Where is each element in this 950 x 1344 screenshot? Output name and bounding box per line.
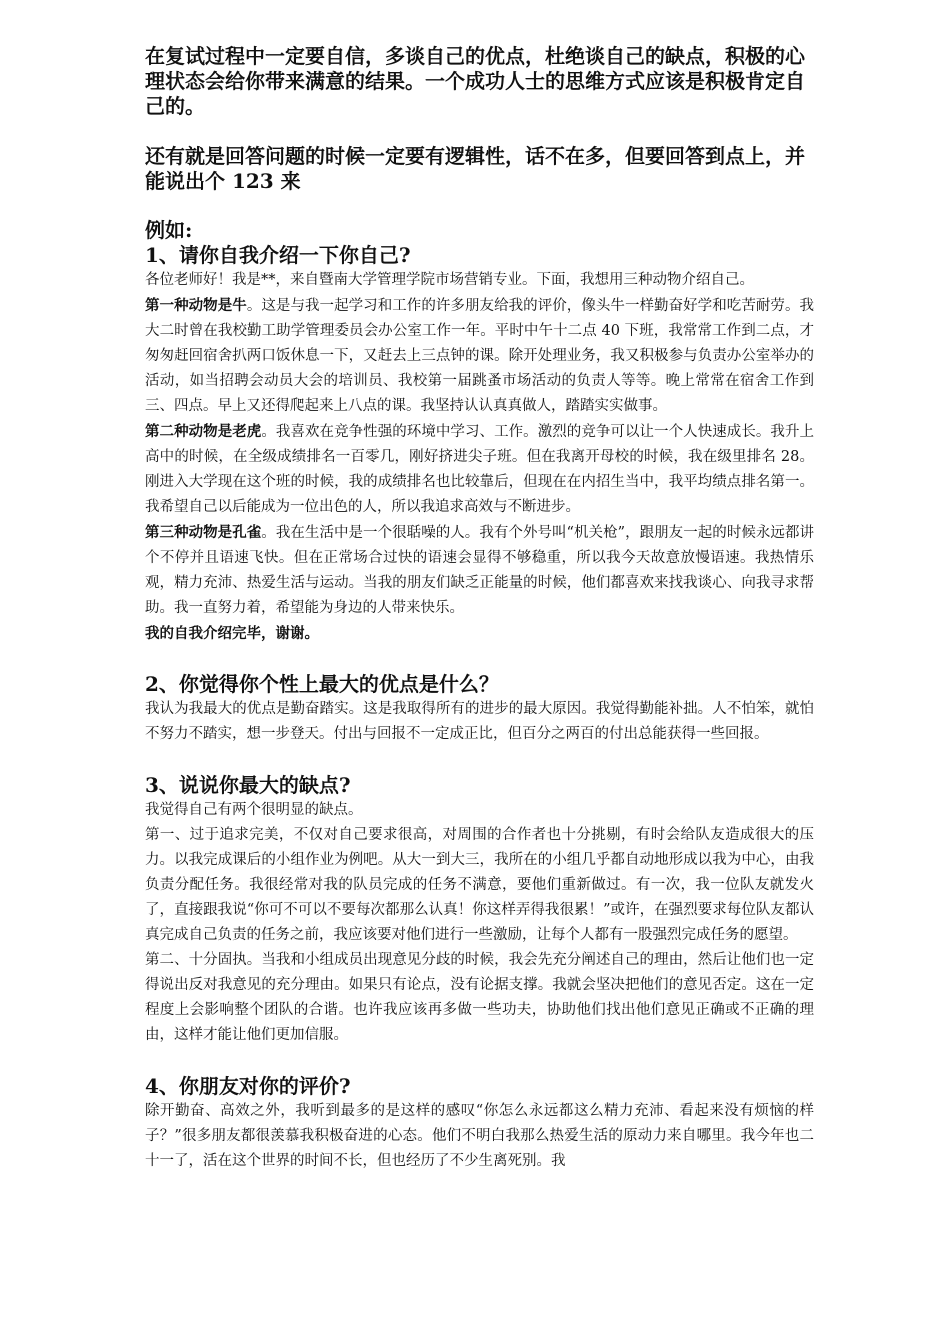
q3-point-2: 第二、十分固执。当我和小组成员出现意见分歧的时候，我会先充分阐述自己的理由，然后让他们也一定得说出反对我意见的充分理由。如果只有论点，没有论据支撑。我就会坚决把他们的意见否定。这在一定程度上会影响整个团队的合谐。也许我应该再多做一些功夫，协助他们找出他们意见正确或不正确的理由，这样才能让他们更加信服。	[145, 952, 814, 1043]
q3-point-1: 第一、过于追求完美，不仅对自己要求很高，对周围的合作者也十分挑剔，有时会给队友造成很大的压力。以我完成课后的小组作业为例吧。从大一到大三，我所在的小组几乎都自动地形成以我为中心，由我负责分配任务。我很经常对我的队员完成的任务不满意，要他们重新做过。有一次，我一位队友就发火了，直接跟我说“你可不可以不要每次都那么认真！你这样弄得我很累！”或许，在强烈要求每位队友都认真完成自己负责的任务之前，我应该要对他们进行一些激励，让每个人都有一股强烈完成任务的愿望。	[145, 827, 814, 943]
question-1-section	[145, 243, 814, 646]
intro-paragraph-2: 还有就是回答问题的时候一定要有逻辑性，话不在多，但要回答到点上，并能说出个 123 来	[145, 144, 805, 193]
question-3-section	[145, 773, 814, 1048]
q1-animal-3	[145, 520, 814, 621]
q1-closing: 我的自我介绍完毕，谢谢。	[145, 625, 319, 642]
q1-animal-2-text: 。我喜欢在竞争性强的环境中学习、工作。激烈的竞争可以让一个人快速成长。我升上高中的时候，在全级成绩排名一百零几，刚好挤进尖子班。但在我离开母校的时候，我在级里排名 28。刚进入大学现在这个班的时候，我的成绩排名也比较靠后，但现在在内招生当中，我平均绩点排名第一。我希望自己以后能成为一位出色的人，所以我追求高效与不断进步。	[145, 424, 815, 515]
q4-answer: 除开勤奋、高效之外，我听到最多的是这样的感叹“你怎么永远都这么精力充沛、看起来没有烦恼的样子？”很多朋友都很羡慕我积极奋进的心态。他们不明白我那么热爱生活的原动力来自哪里。我今年也二十一了，活在这个世界的时间不长，但也经历了不少生离死别。我	[145, 1103, 814, 1169]
q3-intro: 我觉得自己有两个很明显的缺点。	[145, 802, 363, 818]
question-4-section	[145, 1074, 814, 1174]
q2-answer: 我认为我最大的优点是勤奋踏实。这是我取得所有的进步的最大原因。我觉得勤能补拙。人不怕笨，就怕不努力不踏实，想一步登天。付出与回报不一定成正比，但百分之两百的付出总能获得一些回报。	[145, 701, 814, 742]
q1-animal-1-lead: 第一种动物是牛	[145, 297, 247, 314]
intro-paragraph-1: 在复试过程中一定要自信，多谈自己的优点，杜绝谈自己的缺点，积极的心理状态会给你带来满意的结果。一个成功人士的思维方式应该是积极肯定自己的。	[145, 44, 805, 118]
example-label: 例如:	[145, 218, 193, 242]
q1-animal-2-lead: 第二种动物是老虎	[145, 423, 262, 440]
q1-greeting: 各位老师好！我是**，来自暨南大学管理学院市场营销专业。下面，我想用三种动物介绍自己。	[145, 272, 754, 288]
q1-animal-1-text: 。这是与我一起学习和工作的许多朋友给我的评价，像头牛一样勤奋好学和吃苦耐劳。我大二时曾在我校勤工助学管理委员会办公室工作一年。平时中午十二点 40 下班，我常常工作到二点，才匆匆赶回宿舍扒两口饭休息一下，又赶去上三点钟的课。除开处理业务，我又积极参与负责办公室举办的活动，如当招聘会动员大会的培训员、我校第一届跳蚤市场活动的负责人等等。晚上常常在宿舍工作到三、四点。早上又还得爬起来上八点的课。我坚持认认真真做人，踏踏实实做事。	[145, 298, 814, 414]
question-1-title: 1、请你自我介绍一下你自己?	[145, 243, 411, 267]
q1-animal-2	[145, 419, 814, 520]
question-2-section	[145, 672, 814, 747]
q1-animal-3-text: 。我在生活中是一个很聒噪的人。我有个外号叫“机关枪”，跟朋友一起的时候永远都讲个不停并且语速飞快。但在正常场合过快的语速会显得不够稳重，所以我今天故意放慢语速。我热情乐观，精力充沛、热爱生活与运动。当我的朋友们缺乏正能量的时候，他们都喜欢来找我谈心、向我寻求帮助。我一直努力着，希望能为身边的人带来快乐。	[145, 525, 815, 616]
q1-animal-3-lead: 第三种动物是孔雀	[145, 524, 262, 541]
question-3-title: 3、说说你最大的缺点?	[145, 773, 351, 797]
question-4-title: 4、你朋友对你的评价?	[145, 1074, 351, 1098]
q1-animal-1	[145, 293, 814, 419]
question-2-title: 2、你觉得你个性上最大的优点是什么？	[145, 672, 499, 696]
